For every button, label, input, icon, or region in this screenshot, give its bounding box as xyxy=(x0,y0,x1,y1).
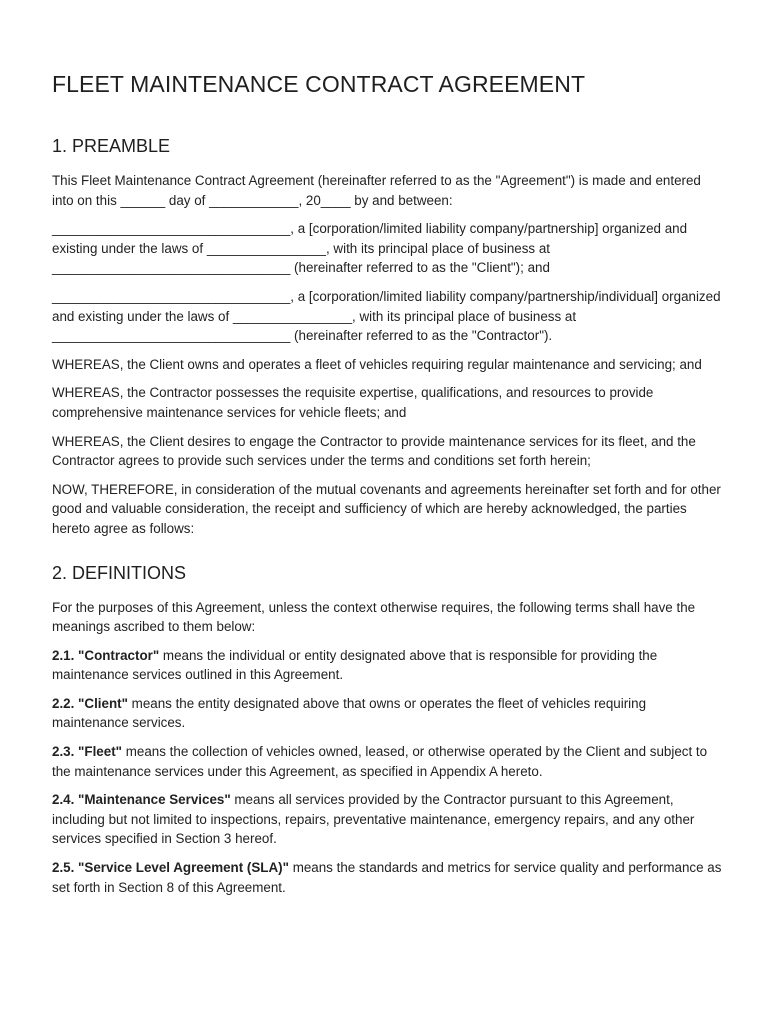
contractor-party-paragraph: ________________________________, a [corporation/limited liability company/partnership/individual] organized and existing under the laws of ________________, with its principal place of business at ________________________________ (hereinafter referred to as the "Contractor"). xyxy=(52,288,721,344)
definition-text: means all services provided by the Contractor pursuant to this Agreement, including but not limited to inspections, repairs, preventative maintenance, emergency repairs, and any other services specified in Section 3 hereof. xyxy=(52,792,695,847)
definition-term: 2.4. "Maintenance Services" xyxy=(52,792,231,808)
definition-item xyxy=(52,694,724,733)
definitions-heading: 2. DEFINITIONS xyxy=(52,562,187,583)
client-party-paragraph: ________________________________, a [corporation/limited liability company/partnership] organized and existing under the laws of ________________, with its principal place of business at ________________________________ (hereinafter referred to as the "Client"); and xyxy=(52,221,688,276)
whereas-paragraph: WHEREAS, the Contractor possesses the requisite expertise, qualifications, and resources to provide comprehensive maintenance services for vehicle fleets; and xyxy=(52,385,654,420)
definitions-intro: For the purposes of this Agreement, unless the context otherwise requires, the following terms shall have the meanings ascribed to them below: xyxy=(52,599,696,635)
definition-item xyxy=(52,790,724,849)
preamble-paragraph: This Fleet Maintenance Contract Agreement (hereinafter referred to as the "Agreement") is made and entered into on this ______ day of ____________, 20____ by and between: xyxy=(52,173,701,208)
definition-term: 2.1. "Contractor" xyxy=(52,647,160,663)
whereas-paragraph: WHEREAS, the Client owns and operates a fleet of vehicles requiring regular maintenance and servicing; and xyxy=(52,356,702,372)
definition-term: 2.3. "Fleet" xyxy=(52,744,123,760)
document-title: FLEET MAINTENANCE CONTRACT AGREEMENT xyxy=(52,71,586,97)
definition-text: means the standards and metrics for service quality and performance as set forth in Section 8 of this Agreement. xyxy=(52,860,722,895)
definition-text: means the individual or entity designated above that is responsible for providing the maintenance services outlined in this Agreement. xyxy=(52,647,658,683)
definition-item xyxy=(52,646,724,685)
definition-item xyxy=(52,742,724,781)
definition-term: 2.2. "Client" xyxy=(52,695,128,711)
document-page xyxy=(52,70,724,906)
definition-term: 2.5. "Service Level Agreement (SLA)" xyxy=(52,860,289,876)
definitions-section xyxy=(52,562,724,898)
definition-text: means the collection of vehicles owned, leased, or otherwise operated by the Client and subject to the maintenance services under this Agreement, as specified in Appendix A hereto. xyxy=(52,744,708,779)
definition-item xyxy=(52,858,724,897)
preamble-section xyxy=(52,135,724,539)
preamble-heading: 1. PREAMBLE xyxy=(52,136,171,156)
now-therefore-paragraph: NOW, THEREFORE, in consideration of the mutual covenants and agreements hereinafter set forth and for other good and valuable consideration, the receipt and sufficiency of which are hereby acknowledged, the parties hereto agree as follows: xyxy=(52,481,721,536)
whereas-paragraph: WHEREAS, the Client desires to engage the Contractor to provide maintenance services for its fleet, and the Contractor agrees to provide such services under the terms and conditions set forth herein; xyxy=(52,433,696,469)
definition-text: means the entity designated above that owns or operates the fleet of vehicles requiring maintenance services. xyxy=(52,695,647,731)
